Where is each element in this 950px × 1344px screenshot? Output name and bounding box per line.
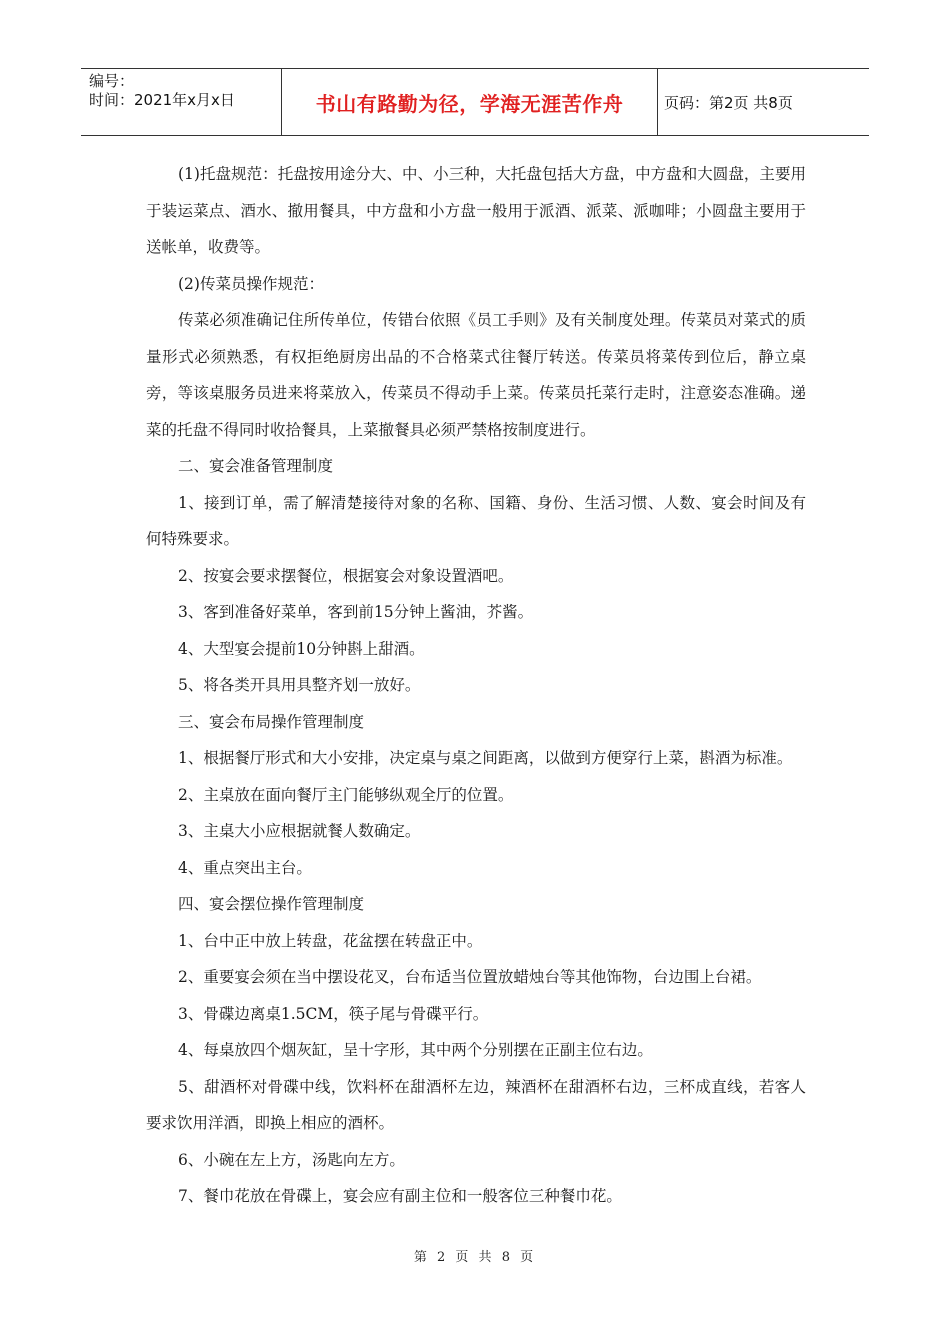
section-heading: 二、宴会准备管理制度 — [178, 457, 334, 475]
document-body — [146, 156, 806, 1215]
paragraph: 4、大型宴会提前10分钟斟上甜酒。 — [178, 639, 425, 658]
paragraph: 7、餐巾花放在骨碟上，宴会应有副主位和一般客位三种餐巾花。 — [178, 1187, 622, 1205]
paragraph: 6、小碗在左上方，汤匙向左方。 — [178, 1150, 405, 1169]
paragraph: 3、客到准备好菜单，客到前15分钟上酱油，芥酱。 — [178, 603, 534, 621]
paragraph: 1、接到订单，需了解清楚接待对象的名称、国籍、身份、生活习惯、人数、宴会时间及有何特殊要求。 — [146, 493, 806, 548]
paragraph: 1、根据餐厅形式和大小安排，决定桌与桌之间距离，以做到方便穿行上菜，斟酒为标准。 — [178, 749, 793, 767]
paragraph: 2、主桌放在面向餐厅主门能够纵观全厅的位置。 — [178, 785, 514, 804]
number-label: 编号： — [89, 72, 135, 90]
page-footer: 第 2 页 共 8 页 — [413, 1250, 537, 1265]
paragraph: 2、重要宴会须在当中摆设花叉，台布适当位置放蜡烛台等其他饰物，台边围上台裙。 — [178, 968, 762, 986]
paragraph: 5、将各类开具用具整齐划一放好。 — [178, 676, 421, 694]
paragraph: 5、甜酒杯对骨碟中线，饮料杯在甜酒杯左边，辣酒杯在甜酒杯右边，三杯成直线，若客人要求饮用洋酒，即换上相应的酒杯。 — [146, 1077, 806, 1132]
time-label: 时间：2021年x月x日 — [89, 91, 235, 109]
paragraph: 4、每桌放四个烟灰缸，呈十字形，其中两个分别摆在正副主位右边。 — [178, 1041, 653, 1059]
paragraph: 4、重点突出主台。 — [178, 858, 312, 877]
section-heading: 三、宴会布局操作管理制度 — [178, 712, 365, 731]
paragraph: (2)传菜员操作规范： — [178, 274, 324, 293]
section-heading: 四、宴会摆位操作管理制度 — [178, 895, 365, 913]
paragraph: 3、骨碟边离桌1.5CM，筷子尾与骨碟平行。 — [178, 1004, 489, 1023]
header-meta — [81, 69, 282, 135]
paragraph: 1、台中正中放上转盘，花盆摆在转盘正中。 — [178, 931, 483, 950]
paragraph: (1)托盘规范：托盘按用途分大、中、小三种，大托盘包括大方盘，中方盘和大圆盘，主要用于装运菜点、酒水、撤用餐具，中方盘和小方盘一般用于派酒、派菜、派咖啡；小圆盘主要用于送帐单，收费等。 — [146, 165, 806, 256]
header-page-info: 页码：第2页 共8页 — [664, 93, 793, 112]
paragraph: 3、主桌大小应根据就餐人数确定。 — [178, 822, 421, 840]
paragraph: 2、按宴会要求摆餐位，根据宴会对象设置酒吧。 — [178, 566, 514, 585]
paragraph: 传菜必须准确记住所传单位，传错台依照《员工手则》及有关制度处理。传菜员对菜式的质量形式必须熟悉，有权拒绝厨房出品的不合格菜式往餐厅转送。传菜员将菜传到位后，静立桌旁，等该桌服务员进来将菜放入，传菜员不得动手上菜。传菜员托菜行走时，注意姿态准确。递菜的托盘不得同时收拾餐具，上菜撤餐具必须严禁格按制度进行。 — [146, 311, 806, 439]
header-motto: 书山有路勤为径，学海无涯苦作舟 — [282, 69, 658, 135]
document-header — [81, 68, 869, 136]
